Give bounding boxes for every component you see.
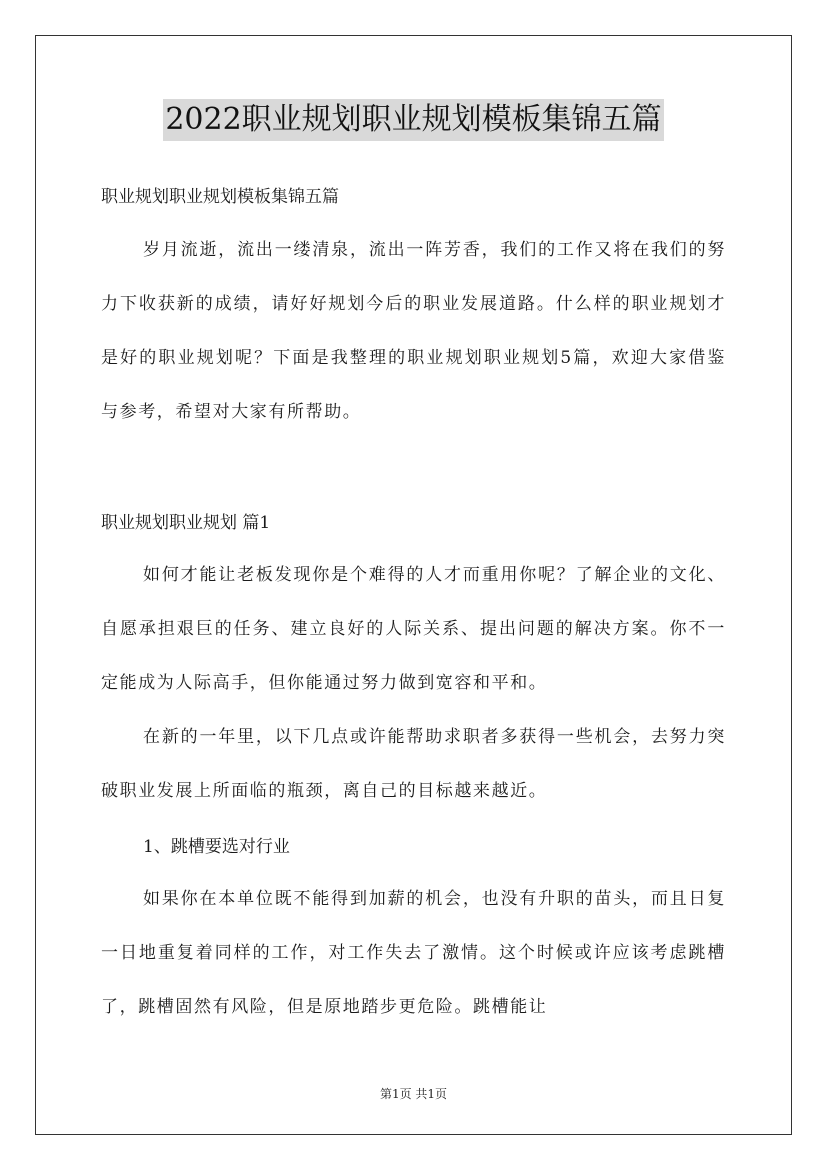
section-heading: 职业规划职业规划 篇1 <box>101 513 271 533</box>
point-paragraph: 如果你在本单位既不能得到加薪的机会，也没有升职的苗头，而且日复一日地重复着同样的工作，对工作失去了激情。这个时候或许应该考虑跳槽了，跳槽固然有风险，但是原地踏步更危险。跳槽能让 <box>101 889 726 1017</box>
point-heading: 1、跳槽要选对行业 <box>143 837 290 857</box>
page-footer: 第1页 共1页 <box>379 1087 448 1101</box>
title-container <box>0 99 827 141</box>
document-subtitle: 职业规划职业规划模板集锦五篇 <box>101 187 339 207</box>
intro-paragraph: 岁月流逝，流出一缕清泉，流出一阵芳香，我们的工作又将在我们的努力下收获新的成绩，请好好规划今后的职业发展道路。什么样的职业规划才是好的职业规划呢？下面是我整理的职业规划职业规划5篇，欢迎大家借鉴与参考，希望对大家有所帮助。 <box>101 240 726 422</box>
document-title: 2022职业规划职业规划模板集锦五篇 <box>163 99 663 141</box>
section-paragraph: 在新的一年里，以下几点或许能帮助求职者多获得一些机会，去努力突破职业发展上所面临的瓶颈，离自己的目标越来越近。 <box>101 727 726 801</box>
section-paragraph: 如何才能让老板发现你是个难得的人才而重用你呢？了解企业的文化、自愿承担艰巨的任务、建立良好的人际关系、提出问题的解决方案。你不一定能成为人际高手，但你能通过努力做到宽容和平和。 <box>101 565 726 693</box>
